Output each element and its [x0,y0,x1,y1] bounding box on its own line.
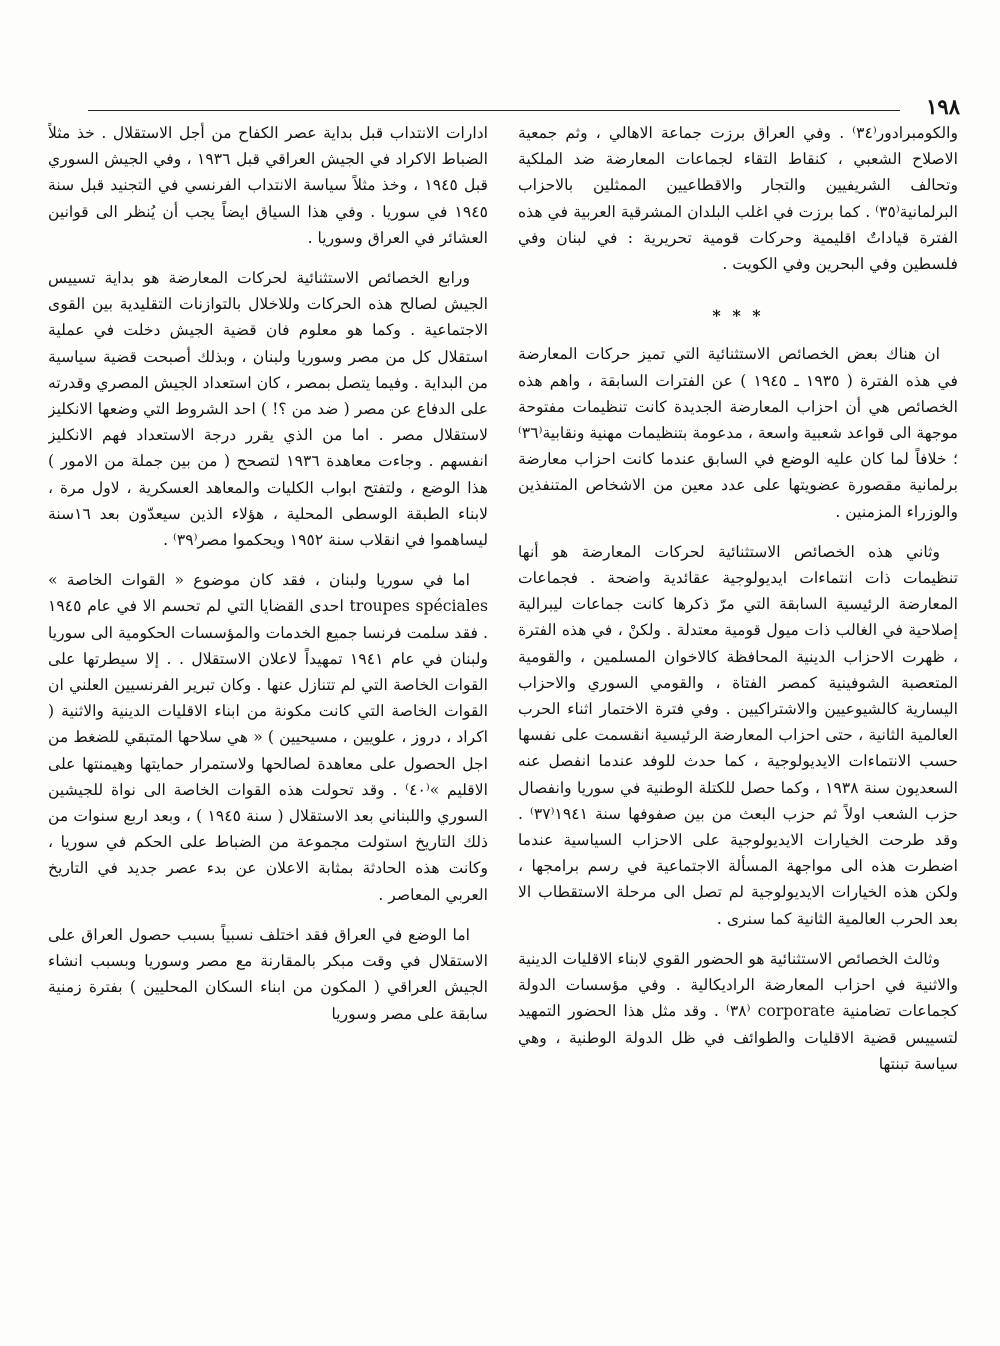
right-column [518,120,958,1340]
right-paragraph-1: والكومبرادور⁽٣٤⁾ . وفي العراق برزت جماعة الاهالي ، وثم جمعية الاصلاح الشعبي ، كنقاط التقاء لجماعات المعارضة ضد الملكية وتحالف الشريفيين والتجار والاقطاعيين الممثلين بالاحزاب البرلمانية⁽٣٥⁾ . كما برزت في اغلب البلدان المشرقية العربية في هذه الفترة قياداتٌ اقليمية وحركات قومية تحريرية : في لبنان وفي فلسطين وفي البحرين وفي الكويت . [518,124,958,274]
left-column [48,120,488,1340]
right-paragraph-4: وثالث الخصائص الاستثنائية هو الحضور القوي لابناء الاقليات الدينية والاثنية في احزاب المعارضة الراديكالية . وفي مؤسسات الدولة كجماعات تضامنية corporate ⁽٣٨⁾ . وقد مثل هذا الحضور التمهيد لتسييس قضية الاقليات والطوائف في ظل الدولة الوطنية ، وهي سياسة تبنتها [518,949,958,1073]
right-paragraph-3: وثاني هذه الخصائص الاستثنائية لحركات المعارضة هو أنها تنظيمات ذات انتماءات ايديولوجية عقائدية واضحة . فجماعات المعارضة الرئيسية السابقة التي مرّ ذكرها كانت جماعات ليبرالية إصلاحية في الغالب ذات ميول قومية معتدلة . ولكنْ ، في هذه الفترة ، ظهرت الاحزاب الدينية المحافظة كالاخوان المسلمين ، والقومية المتعصبة الشوفينية كمصر الفتاة ، والقومي السوري والاحزاب اليسارية كالشيوعيين والاشتراكيين . وفي فترة الاختمار اثناء الحرب العالمية الثانية ، حتى احزاب المعارضة الرئيسية انقسمت على نفسها حسب الانتماءات الايديولوجية ، كما حدث للوفد عندما انفصل عنه السعديون سنة ١٩٣٨ ، وكما حصل للكتلة الوطنية في سوريا وانفصال حزب الشعب اولاً ثم حزب البعث من بين صفوفها سنة ١٩٤١⁽٣٧⁾ . وقد طرحت الخيارات الايديولوجية على الاحزاب السياسية عندما اضطرت هذه الى مواجهة المسألة الاجتماعية في رسم برامجها ، ولكن هذه الخيارات الايديولوجية لم تصل الى مرحلة الاستقطاب الا بعد الحرب العالمية الثانية كما سنرى . [518,542,958,928]
left-paragraph-4: اما الوضع في العراق فقد اختلف نسبياً بسبب حصول العراق على الاستقلال في وقت مبكر بالمقارنة مع مصر وسوريا وبسبب انشاء الجيش العراقي ( المكون من ابناء السكان المحليين ) بفترة زمنية سابقة على مصر وسوريا [48,925,488,1023]
header-rule [88,110,900,111]
section-separator: * * * [712,306,764,326]
left-paragraph-1: ادارات الانتداب قبل بداية عصر الكفاح من أجل الاستقلال . خذ مثلاً الضباط الاكراد في الجيش العراقي قبل ١٩٣٦ ، وفي الجيش السوري قبل ١٩٤٥ ، وخذ مثلاً سياسة الانتداب الفرنسي في التجنيد قبل سنة ١٩٤٥ في سوريا . وفي هذا السياق ايضاً يجب أن يُنظر الى قوانين العشائر في العراق وسوريا . [48,124,488,247]
right-paragraph-2: ان هناك بعض الخصائص الاستثنائية التي تميز حركات المعارضة في هذه الفترة ( ١٩٣٥ ـ ١٩٤٥ ) عن الفترات السابقة ، واهم هذه الخصائص هي أن احزاب المعارضة الجديدة كانت تنظيمات مفتوحة موجهة الى قواعد شعبية واسعة ، مدعومة بتنظيمات مهنية ونقابية⁽٣٦⁾ ؛ خلافاً لما كان عليه الوضع في السابق عندما كانت احزاب معارضة برلمانية مقصورة عضويتها على عدد معين من الاشخاص المتنفذين والوزراء المزمنين . [518,345,958,521]
page-number: ١٩٨ [926,94,960,119]
left-paragraph-3: اما في سوريا ولبنان ، فقد كان موضوع « القوات الخاصة » troupes spéciales احدى القضايا التي لم تحسم الا في عام ١٩٤٥ . فقد سلمت فرنسا جميع الخدمات والمؤسسات الحكومية الى سوريا ولبنان في عام ١٩٤١ تمهيداً لاعلان الاستقلال . . إلا سيطرتها على القوات الخاصة التي لم تتنازل عنها . وكان تبرير الفرنسيين العلني ان القوات الخاصة التي كانت مكونة من ابناء الاقليات الدينية والاثنية ( اكراد ، دروز ، علويين ، مسيحيين ) « هي سلاحها المتبقي للضغط من اجل الحصول على معاهدة لصالحها ولاستمرار حمايتها وهيمنتها على الاقليم »⁽٤٠⁾ . وقد تحولت هذه القوات الخاصة الى نواة للجيشين السوري واللبناني بعد الاستقلال ( سنة ١٩٤٥ ) ، وبعد اربع سنوات من ذلك التاريخ استولت مجموعة من الضباط على الحكم في سوريا ، وكانت هذه الحادثة بمثابة الاعلان عن بدء عصر جديد في التاريخ العربي المعاصر . [48,571,488,904]
left-paragraph-2: ورابع الخصائص الاستثنائية لحركات المعارضة هو بداية تسييس الجيش لصالح هذه الحركات وللاخلال بالتوازنات التقليدية بين القوى الاجتماعية . وكما هو معلوم فان قضية الجيش دخلت في عملية استقلال كل من مصر وسوريا ولبنان ، وبذلك أصبحت قضية سياسية من البداية . وفيما يتصل بمصر ، كان استعداد الجيش المصري وقدرته على الدفاع عن مصر ( ضد من ؟! ) احد الشروط التي وضعها الانكليز لاستقلال مصر . اما من الذي يقرر درجة الاستعداد فهم الانكليز انفسهم . وجاءت معاهدة ١٩٣٦ لتصحح ( من بين جملة من الامور ) هذا الوضع ، ولتفتح ابواب الكليات والمعاهد العسكرية ، لاول مرة ، لابناء الطبقة الوسطى المحلية ، هؤلاء الذين سيعدّون بعد ١٦سنة ليساهموا في انقلاب سنة ١٩٥٢ ويحكموا مصر⁽٣٩⁾ . [48,269,488,550]
